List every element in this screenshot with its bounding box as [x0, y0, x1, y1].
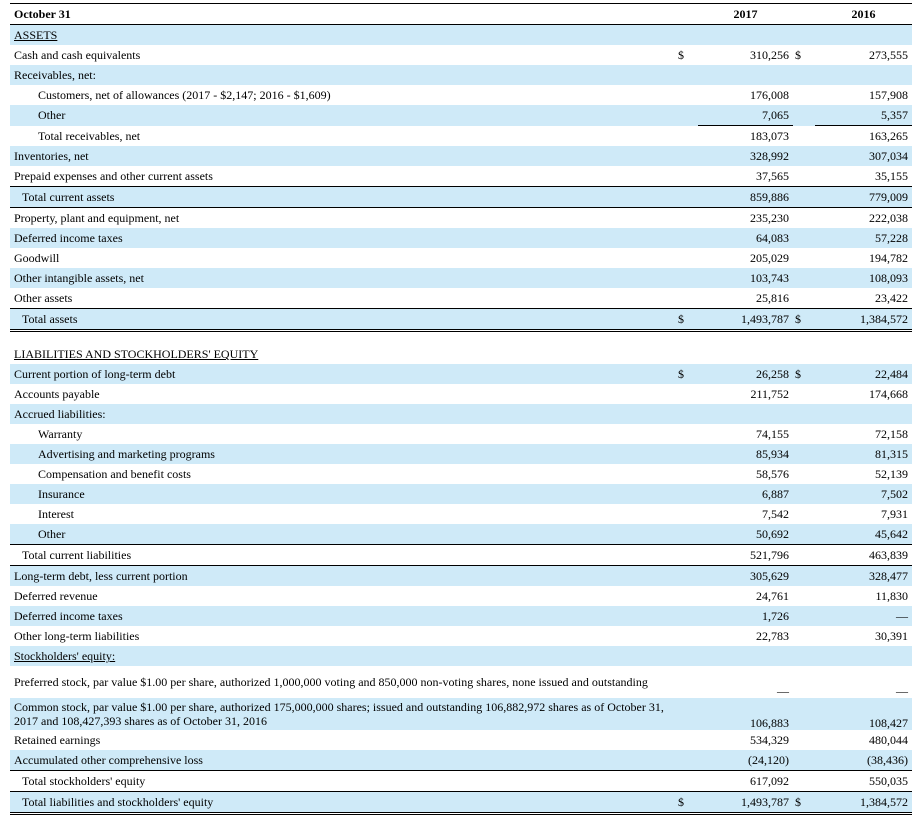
value-2016: 222,038: [869, 211, 908, 225]
row-label: Total stockholders' equity: [10, 771, 676, 792]
row-label: Long-term debt, less current portion: [10, 566, 676, 587]
value-2017: 85,934: [698, 444, 793, 464]
value-2017: 176,008: [750, 88, 789, 102]
row-label: Customers, net of allowances (2017 - $2,147; 2016 - $1,609): [38, 88, 331, 102]
value-2017: 64,083: [698, 228, 793, 248]
row-label: Other assets: [14, 291, 73, 305]
row-label: Goodwill: [14, 251, 60, 265]
value-2016: 23,422: [875, 291, 908, 305]
value-2016: 7,931: [881, 507, 908, 521]
table-row: [10, 424, 912, 444]
value-2017: 103,743: [698, 268, 793, 288]
row-label: Interest: [38, 507, 74, 521]
table-row: [10, 626, 912, 646]
table-row: [10, 248, 912, 268]
value-2017: 310,256: [750, 48, 789, 62]
value-2016: 307,034: [815, 146, 912, 166]
table-row: [10, 464, 912, 484]
dollar-sign: $: [678, 48, 684, 62]
row-label: Other long-term liabilities: [14, 629, 140, 643]
table-row: [10, 730, 912, 750]
value-2017: 859,886: [698, 187, 793, 208]
value-2016: 52,139: [875, 467, 908, 481]
accrued-heading: Accrued liabilities:: [10, 404, 676, 424]
equity-heading: Stockholders' equity:: [10, 646, 676, 666]
value-2017: 1,493,787: [698, 792, 793, 814]
assets-heading-row: [10, 25, 912, 46]
value-2016: 57,228: [815, 228, 912, 248]
value-2016: 328,477: [815, 566, 912, 587]
total-liabilities-equity-row: [10, 792, 912, 814]
row-label: Deferred income taxes: [10, 228, 676, 248]
accrued-heading-row: [10, 404, 912, 424]
value-2017: 183,073: [698, 126, 793, 147]
value-2017: 26,258: [698, 364, 793, 384]
dollar-sign: $: [793, 309, 815, 331]
balance-sheet-table: [10, 3, 912, 815]
value-2017: 205,029: [750, 251, 789, 265]
year-2017-header: 2017: [698, 4, 793, 25]
value-2016: (38,436): [815, 750, 912, 771]
value-2016: 163,265: [815, 126, 912, 147]
row-label: Deferred revenue: [14, 589, 98, 603]
value-2016: 779,009: [815, 187, 912, 208]
dollar-sign: $: [676, 364, 698, 384]
table-row: [10, 666, 912, 698]
value-2016: 72,158: [875, 427, 908, 441]
row-label: Accumulated other comprehensive loss: [10, 750, 676, 771]
dollar-sign: $: [795, 48, 801, 62]
value-2017: 7,065: [698, 105, 793, 126]
row-label: Common stock, par value $1.00 per share, authorized 175,000,000 shares; issued and outstanding 106,882,972 shares as of October 31, 2017 and 108,427,393 shares as of October 31, 2016: [10, 698, 676, 730]
value-2016: 463,839: [815, 545, 912, 566]
table-row: [10, 504, 912, 524]
value-2017: 7,542: [762, 507, 789, 521]
value-2016: 480,044: [869, 733, 908, 747]
value-2017: 1,493,787: [698, 309, 793, 331]
table-row: [10, 545, 912, 566]
value-2016: 81,315: [815, 444, 912, 464]
table-row: [10, 85, 912, 105]
value-2016: 5,357: [815, 105, 912, 126]
row-label: Total receivables, net: [38, 128, 141, 143]
dollar-sign: $: [676, 309, 698, 331]
value-2016: 174,668: [869, 387, 908, 401]
row-label: Advertising and marketing programs: [10, 444, 676, 464]
table-row: [10, 771, 912, 792]
table-row: [10, 750, 912, 771]
table-row: [10, 208, 912, 229]
value-2017: 58,576: [756, 467, 789, 481]
value-2016: —: [896, 684, 908, 698]
liabilities-heading-row: [10, 344, 912, 364]
value-2017: 617,092: [698, 771, 793, 792]
value-2017: 37,565: [756, 169, 789, 183]
table-header-row: [10, 4, 912, 25]
dollar-sign: $: [793, 364, 815, 384]
value-2016: 108,427: [815, 698, 912, 730]
value-2017: (24,120): [698, 750, 793, 771]
value-2016: 45,642: [815, 524, 912, 545]
value-2017: 25,816: [756, 291, 789, 305]
value-2016: 1,384,572: [815, 792, 912, 814]
table-row: [10, 606, 912, 626]
year-2016-header: 2016: [815, 4, 912, 25]
value-2016: 108,093: [815, 268, 912, 288]
value-2016: 30,391: [875, 629, 908, 643]
table-row: [10, 288, 912, 309]
value-2017: 305,629: [698, 566, 793, 587]
value-2017: 106,883: [698, 698, 793, 730]
table-row: [10, 444, 912, 464]
value-2016: 194,782: [869, 251, 908, 265]
dollar-sign: $: [793, 792, 815, 814]
row-label: Insurance: [10, 484, 676, 504]
value-2016: 157,908: [869, 88, 908, 102]
row-label: Cash and cash equivalents: [14, 48, 141, 62]
value-2016: 1,384,572: [815, 309, 912, 331]
table-row: [10, 364, 912, 384]
value-2017: 6,887: [698, 484, 793, 504]
table-row: [10, 45, 912, 65]
value-2016: —: [815, 606, 912, 626]
value-2017: 534,329: [750, 733, 789, 747]
row-label: Accounts payable: [14, 387, 100, 401]
value-2017: 235,230: [750, 211, 789, 225]
row-label: Warranty: [38, 427, 83, 441]
table-row: [10, 146, 912, 166]
table-row: [10, 484, 912, 504]
table-row: [10, 698, 912, 730]
table-row: [10, 166, 912, 187]
row-label: Current portion of long-term debt: [10, 364, 676, 384]
value-2016: 22,484: [815, 364, 912, 384]
table-row: [10, 566, 912, 587]
value-2017: 211,752: [750, 387, 789, 401]
date-label: October 31: [10, 4, 676, 25]
value-2016: 11,830: [875, 589, 908, 603]
table-row: [10, 268, 912, 288]
receivables-heading-row: [10, 65, 912, 85]
value-2017: 24,761: [756, 589, 789, 603]
dollar-sign: $: [676, 792, 698, 814]
table-row: [10, 586, 912, 606]
row-label: Total current assets: [10, 187, 676, 208]
value-2017: 74,155: [756, 427, 789, 441]
row-label: Retained earnings: [14, 733, 101, 747]
value-2017: 328,992: [698, 146, 793, 166]
row-label: Preferred stock, par value $1.00 per share, authorized 1,000,000 voting and 850,000 non-voting shares, none issued and outstanding: [14, 675, 648, 689]
row-label: Deferred income taxes: [10, 606, 676, 626]
total-assets-row: [10, 309, 912, 331]
table-row: [10, 228, 912, 248]
row-label: Inventories, net: [10, 146, 676, 166]
table-row: [10, 384, 912, 404]
value-2017: 50,692: [698, 524, 793, 545]
row-label: Total current liabilities: [10, 545, 676, 566]
value-2016: 273,555: [869, 48, 908, 62]
row-label: Compensation and benefit costs: [38, 467, 191, 481]
equity-heading-row: [10, 646, 912, 666]
row-label: Total liabilities and stockholders' equity: [10, 792, 676, 814]
row-label: Other: [10, 524, 676, 545]
assets-heading: ASSETS: [10, 25, 676, 46]
value-2016: 35,155: [875, 169, 908, 183]
row-label: Property, plant and equipment, net: [14, 211, 180, 225]
row-label: Total assets: [10, 309, 676, 331]
value-2016: 550,035: [815, 771, 912, 792]
table-row: [10, 105, 912, 126]
value-2017: 1,726: [698, 606, 793, 626]
table-row: [10, 524, 912, 545]
row-label: Other: [10, 105, 676, 126]
value-2016: 7,502: [815, 484, 912, 504]
receivables-heading: Receivables, net:: [10, 65, 676, 85]
row-label: Other intangible assets, net: [10, 268, 676, 288]
row-label: Prepaid expenses and other current assets: [14, 169, 213, 183]
value-2017: 22,783: [756, 629, 789, 643]
liabilities-heading: LIABILITIES AND STOCKHOLDERS' EQUITY: [14, 347, 259, 361]
value-2017: 521,796: [698, 545, 793, 566]
value-2017: —: [777, 684, 789, 698]
table-row: [10, 126, 912, 147]
table-row: [10, 187, 912, 208]
